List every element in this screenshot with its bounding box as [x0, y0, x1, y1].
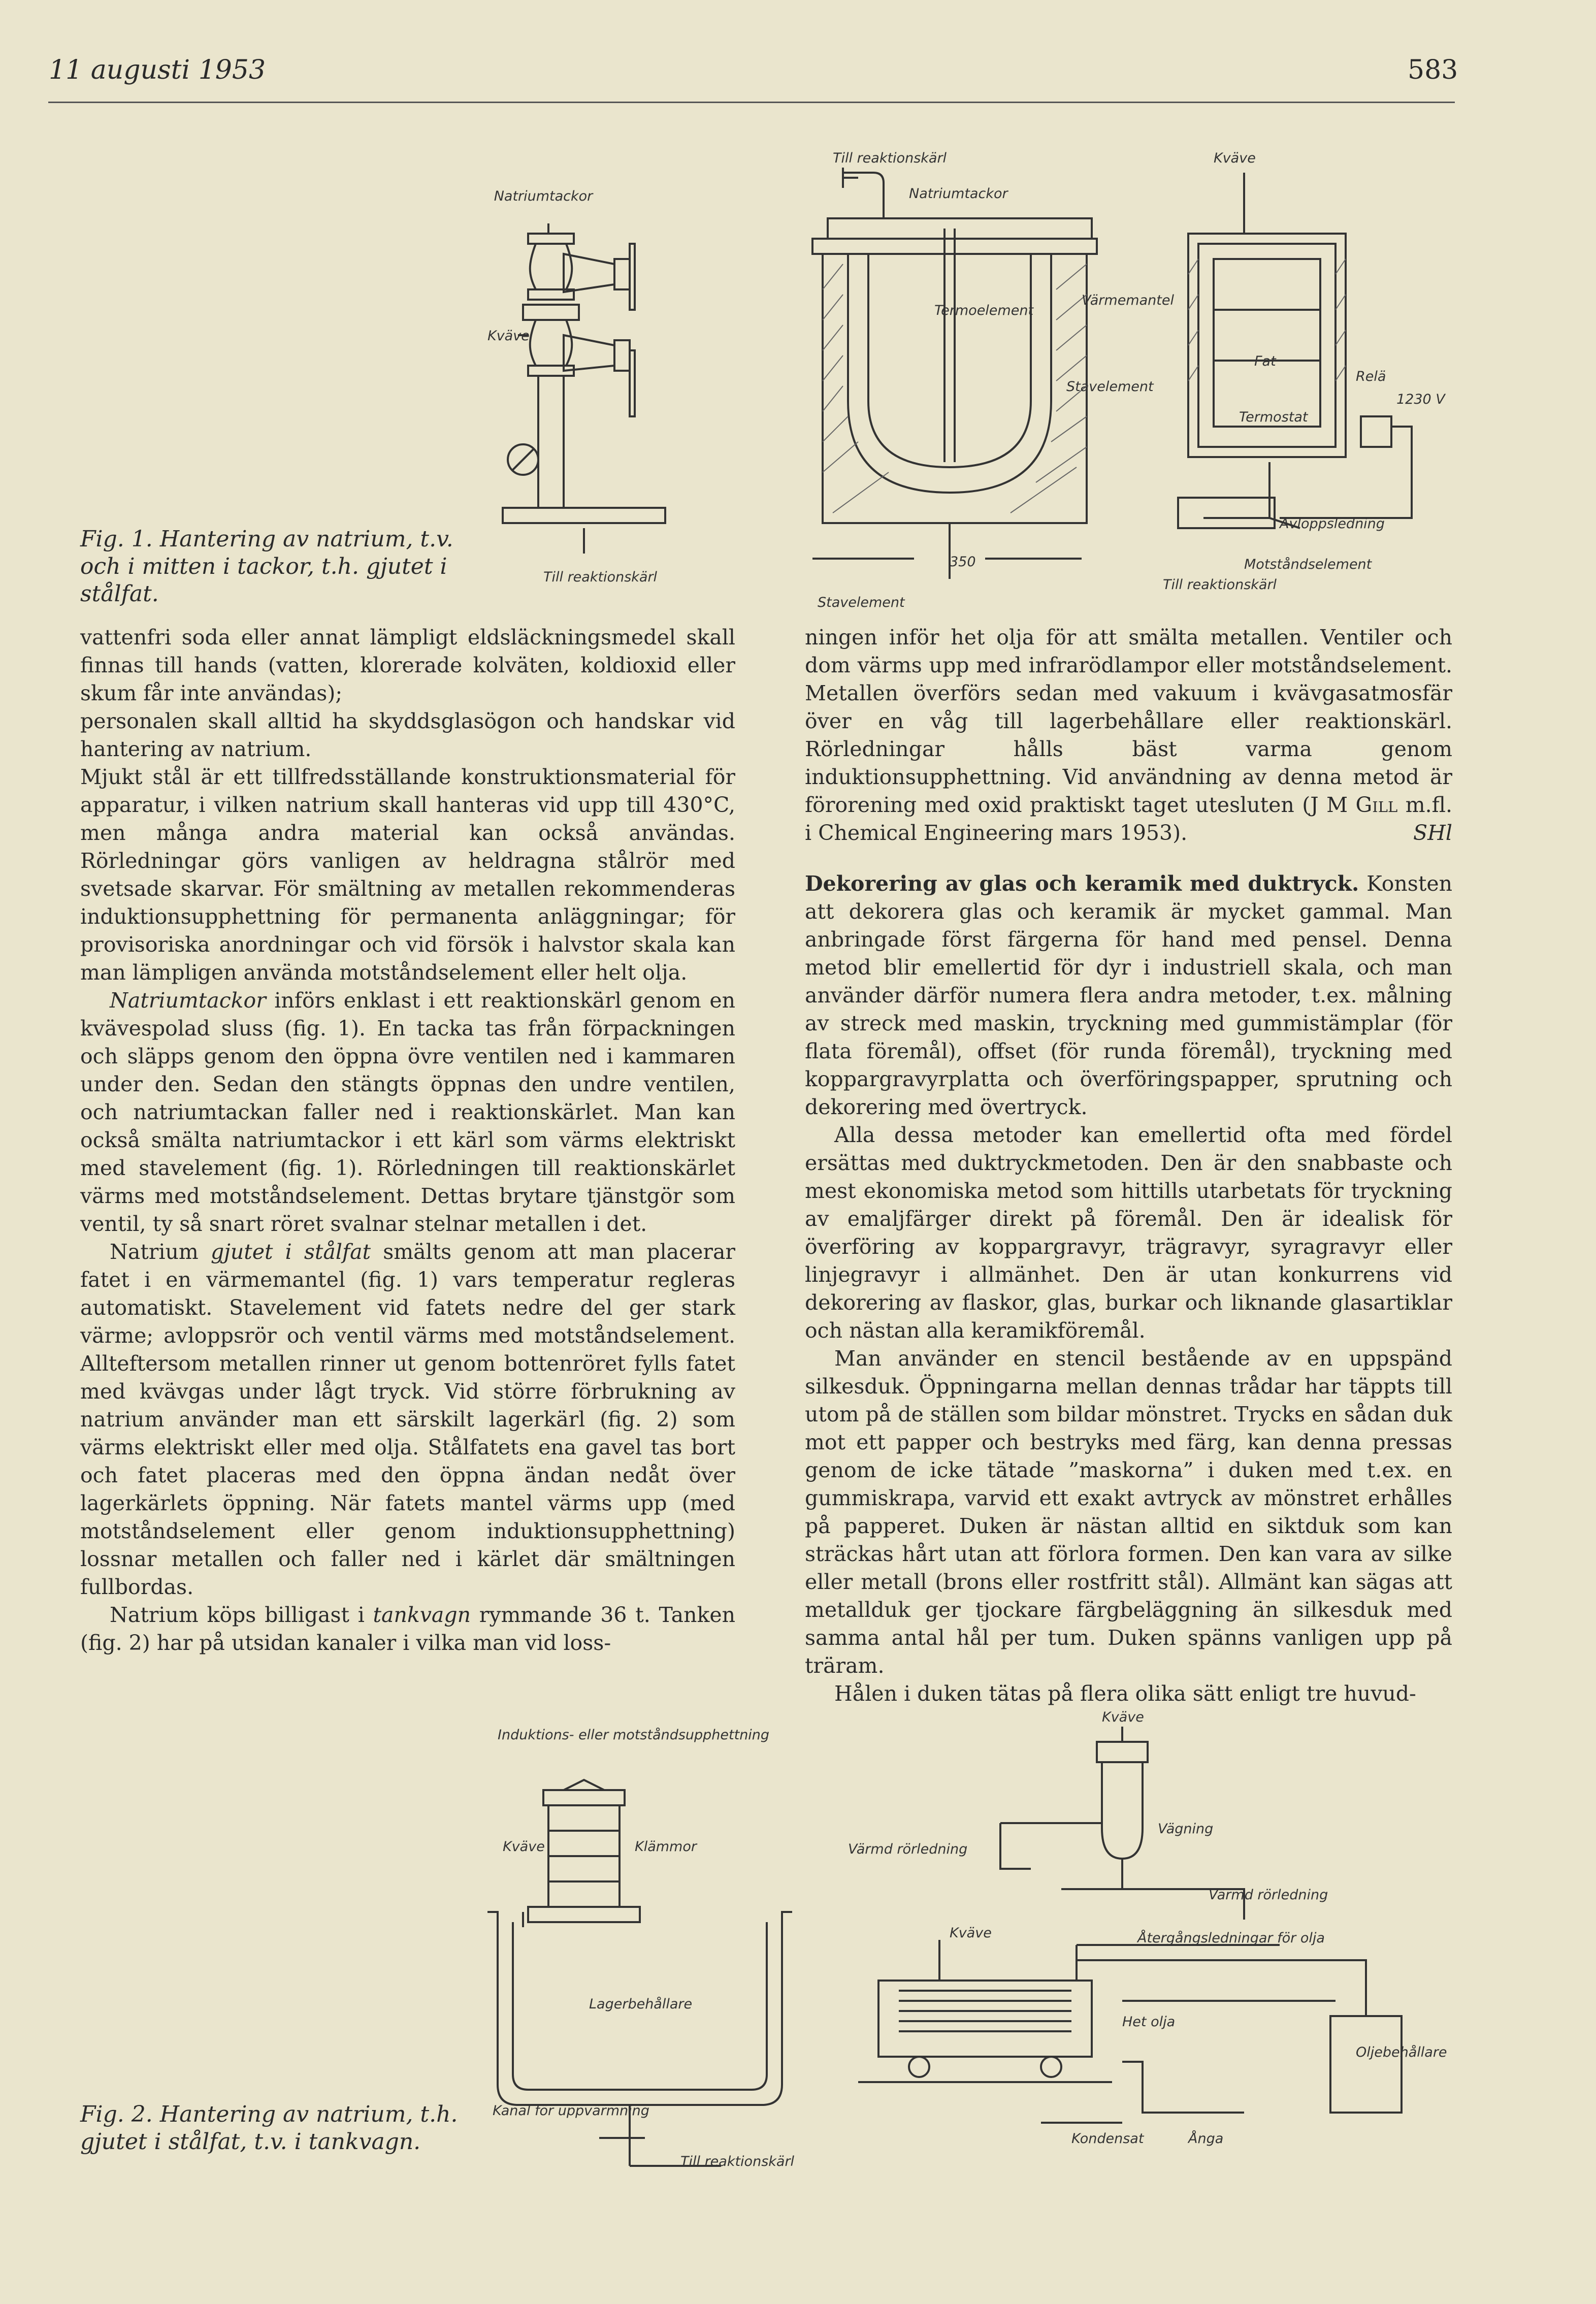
- label-anga: Ånga: [1188, 2131, 1224, 2147]
- header-rule: [48, 102, 1455, 103]
- fig1-caption: Fig. 1. Hantering av natrium, t.v. och i mitten i tackor, t.h. gjutet i stålfat.: [80, 526, 453, 607]
- signature: SHl: [1413, 821, 1452, 845]
- right-paragraph-5: Hålen i duken tätas på flera olika sätt enligt tre huvud-: [834, 1681, 1416, 1706]
- term-gjutet-i-stalfat: gjutet i stålfat: [210, 1240, 371, 1264]
- running-header-date: 11 augusti 1953: [49, 55, 266, 85]
- label-induktion: Induktions- eller motståndsupphettning: [498, 1727, 770, 1743]
- label-stavelement-bottom: Stavelement: [818, 595, 905, 610]
- label-motstandselement: Motståndselement: [1244, 557, 1372, 572]
- label-stavelement-mid: Stavelement: [1066, 379, 1154, 395]
- right-column: [805, 624, 1452, 1708]
- label-natriumtackor-left: Natriumtackor: [494, 188, 593, 204]
- label-dim-350: 350: [950, 554, 976, 570]
- left-paragraph-5: Natrium gjutet i stålfat smälts genom att man placerar fatet i en värmemantel (fig. 1) vars temperatur regleras automatiskt. Stavelement vid fatets nedre del ger stark värme; avloppsrör och ventil värms med motståndselement. Allteftersom metallen rinner ut genom bottenröret fylls fatet med kvävgas under lågt tryck. Vid större förbrukning av natrium använder man ett särskilt lagerkärl (fig. 2) som värms elektriskt eller med olja. Stålfatets ena gavel tas bort och fatet placeras med den öppna ändan nedåt över lagerkärlets öppning. När fatets mantel värms upp (med motståndselement eller genom induktionsupphettning) lossnar metallen och faller ned i kärlet där smältningen fullbordas.: [80, 1240, 735, 1599]
- left-column: [80, 624, 735, 1657]
- left-paragraph-1: vattenfri soda eller annat lämpligt eldsläckningsmedel skall finnas till hands (vatten, klorerade kolväten, koldioxid eller skum får inte användas);: [80, 625, 735, 705]
- label-kvave-2: Kväve: [1102, 1709, 1144, 1725]
- label-het-olja: Het olja: [1122, 2014, 1176, 2030]
- label-termostat: Termostat: [1239, 409, 1308, 425]
- right-paragraph-1: ningen inför het olja för att smälta metallen. Ventiler och dom värms upp med infrarödlampor eller motståndselement. Metallen överförs sedan med vakuum i kvävgasatmosfär över en våg till lagerbehållare eller reaktionskärl. Rörledningar hålls bäst varma genom induktionsupphettning. Vid användning av denna metod är förorening med oxid praktiskt taget utesluten (J M Gill m.fl. i Chemical Engineering mars 1953). SHl: [805, 624, 1452, 847]
- fig1-vessel-diagram: [812, 137, 1097, 614]
- label-kondensat: Kondensat: [1071, 2131, 1144, 2147]
- left-paragraph-6: Natrium köps billigast i tankvagn rymmande 36 t. Tanken (fig. 2) har på utsidan kanaler i vilka man vid loss-: [80, 1603, 735, 1655]
- term-natriumtackor: Natriumtackor: [110, 988, 266, 1013]
- left-paragraph-3: Mjukt stål är ett tillfredsställande konstruktionsmaterial för apparatur, i vilken natrium skall hanteras vid upp till 430°C, men många andra material kan också användas. Rörledningar görs vanligen av heldragna stålrör med svetsade skarvar. För smältning av metallen rekommenderas induktionsupphettning för permanenta anläggningar; för provisoriska anordningar och vid försök i halvstor skala kan man lämpligen använda motståndselement eller helt olja.: [80, 765, 735, 985]
- label-varmd-rorledning-2: Värmd rörledning: [1209, 1887, 1328, 1903]
- right-paragraph-3: Alla dessa metoder kan emellertid ofta med fördel ersättas med duktryckmetoden. Den är den snabbaste och mest ekonomiska metod som hittills utarbetats för tryckning av emaljfärger direkt på föremål. Den är idealisk för överföring av koppargravyr, trägravyr, syragravyr eller linjegravyr i allmänhet. Den är utan konkurrens vid dekorering av flaskor, glas, burkar och liknande glasartiklar och nästan alla keramikföremål.: [805, 1123, 1452, 1343]
- left-paragraph-4: Natriumtackor införs enklast i ett reaktionskärl genom en kvävespolad sluss (fig. 1). En tacka tas från förpackningen och släpps genom den öppna övre ventilen ned i kammaren under den. Sedan den stängts öppnas den undre ventilen, och natriumtackan faller ned i reaktionskärlet. Man kan också smälta natriumtackor i ett kärl som värms elektriskt med stavelement (fig. 1). Rörledningen till reaktionskärlet värms med motståndselement. Dettas brytare tjänstgör som ventil, ty så snart röret svalnar stelnar metallen i det.: [80, 988, 735, 1236]
- label-varmd-rorledning-1: Värmd rörledning: [848, 1841, 968, 1857]
- label-kanal: Kanal för uppvärmning: [493, 2103, 649, 2119]
- author-gill: Gill: [1355, 793, 1398, 817]
- label-kvave-left: Kväve: [487, 328, 530, 344]
- fig2-tankwagon-diagram: [838, 1706, 1468, 2163]
- label-fat: Fat: [1254, 353, 1276, 369]
- label-volt: 1230 V: [1396, 392, 1445, 407]
- section-heading: Dekorering av glas och keramik med duktryck.: [805, 871, 1359, 896]
- label-kvave-1: Kväve: [503, 1839, 545, 1855]
- label-avloppsledning: Avloppsledning: [1280, 516, 1385, 532]
- label-natriumtackor-mid: Natriumtackor: [909, 186, 1008, 202]
- label-till-reaktionskarl-fig2: Till reaktionskärl: [680, 2154, 795, 2169]
- fig1-drum-diagram: [1066, 142, 1473, 599]
- label-varmemantel: Värmemantel: [1082, 293, 1174, 308]
- label-till-reaktionskarl-top: Till reaktionskärl: [833, 150, 947, 166]
- label-lagerbehallare: Lagerbehållare: [589, 1996, 693, 2012]
- term-tankvagn: tankvagn: [373, 1603, 471, 1627]
- page-number: 583: [1408, 55, 1458, 85]
- label-atergangsledningar: Återgångsledningar för olja: [1137, 1930, 1325, 1946]
- label-kvave-3: Kväve: [950, 1925, 992, 1941]
- label-termoelement: Termoelement: [934, 303, 1034, 318]
- label-oljebehallare: Oljebehållare: [1356, 2045, 1447, 2060]
- label-rela: Relä: [1356, 369, 1386, 384]
- right-paragraph-4: Man använder en stencil bestående av en uppspänd silkesduk. Öppningarna mellan dennas trådar har täppts till utom på de ställen som bildar mönstret. Trycks en sådan duk mot ett papper och bestryks med färg, kan denna pressas genom de icke tätade ”maskorna” i duken med t.ex. en gummiskrapa, varvid ett exakt avtryck av mönstret erhålles på papperet. Duken är nästan alltid en siktduk som kan sträckas hårt utan att förlora formen. Den kan vara av silke eller metall (brons eller rostfritt stål). Allmänt kan sägas att metallduk ger tjockare färgbeläggning än silkesduk med samma antal hål per tum. Duken spänns vanligen upp på träram.: [805, 1346, 1452, 1678]
- label-vagning: Vägning: [1158, 1821, 1214, 1837]
- fig1-sluice-diagram: [487, 183, 701, 599]
- left-paragraph-2: personalen skall alltid ha skyddsglasögon och handskar vid hantering av natrium.: [80, 709, 735, 761]
- fig2-caption: Fig. 2. Hantering av natrium, t.h. gjutet i stålfat, t.v. i tankvagn.: [80, 2101, 458, 2155]
- label-kvave-right: Kväve: [1214, 150, 1256, 166]
- label-till-reaktionskarl-left: Till reaktionskärl: [543, 569, 658, 585]
- label-till-reaktionskarl-right: Till reaktionskärl: [1163, 577, 1277, 593]
- fig2-storage-diagram: [477, 1719, 843, 2196]
- right-paragraph-2: Dekorering av glas och keramik med duktryck. Konsten att dekorera glas och keramik är mycket gammal. Man anbringade först färgerna för hand med pensel. Denna metod blir emellertid för dyr i industriell skala, och man använder därför numera flera andra metoder, t.ex. målning av streck med maskin, tryckning med gummistämplar (för flata föremål), offset (för runda föremål), tryckning med koppargravyrplatta och överföringspapper, sprutning och dekorering med övertryck.: [805, 871, 1452, 1119]
- label-klammor: Klämmor: [635, 1839, 697, 1855]
